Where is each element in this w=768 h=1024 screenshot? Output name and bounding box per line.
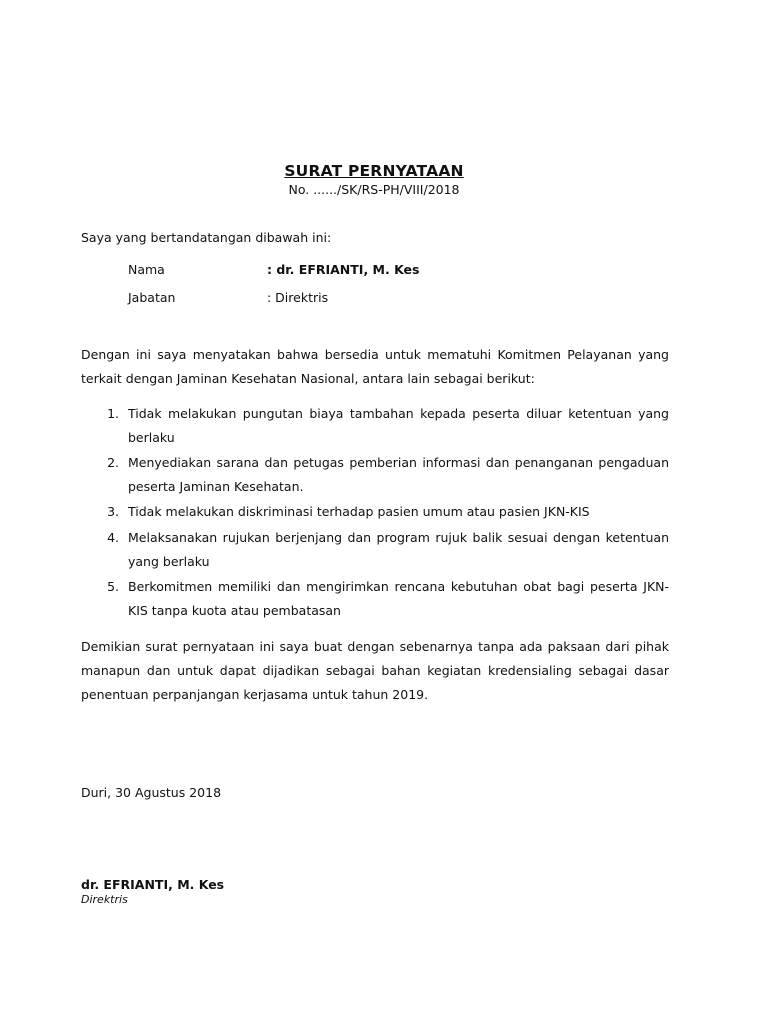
list-item-text: Tidak melakukan diskriminasi terhadap pasien umum atau pasien JKN-KIS <box>128 504 590 519</box>
list-item-number: 3. <box>107 504 119 519</box>
closing-paragraph: Demikian surat pernyataan ini saya buat dengan sebenarnya tanpa ada paksaan dari pihak manapun dan untuk dapat dijadikan sebagai bahan kegiatan kredensialing sebagai dasar penentuan perpanjangan kerjasama untuk tahun 2019. <box>81 639 669 702</box>
document-number: No. ....../SK/RS-PH/VIII/2018 <box>288 182 460 197</box>
name-label: Nama <box>128 262 165 277</box>
list-item-text: Berkomitmen memiliki dan mengirimkan rencana kebutuhan obat bagi peserta JKN-KIS tanpa kuota atau pembatasan <box>128 579 669 618</box>
list-item-number: 5. <box>107 579 119 594</box>
intro-text: Saya yang bertandatangan dibawah ini: <box>81 230 332 245</box>
signer-name: dr. EFRIANTI, M. Kes <box>81 877 225 892</box>
list-item <box>81 402 669 450</box>
list-item <box>81 575 669 623</box>
signer-title: Direktris <box>81 893 128 906</box>
list-item <box>81 526 669 574</box>
document-title: SURAT PERNYATAAN <box>284 162 464 180</box>
list-item <box>81 451 669 499</box>
list-item-text: Menyediakan sarana dan petugas pemberian informasi dan penanganan pengaduan peserta Jaminan Kesehatan. <box>128 455 669 494</box>
position-label: Jabatan <box>128 290 176 305</box>
list-item-number: 1. <box>107 406 119 421</box>
list-item-text: Tidak melakukan pungutan biaya tambahan kepada peserta diluar ketentuan yang berlaku <box>128 406 669 445</box>
commitment-list <box>81 402 669 624</box>
list-item-text: Melaksanakan rujukan berjenjang dan program rujuk balik sesuai dengan ketentuan yang berlaku <box>128 530 669 569</box>
place-date: Duri, 30 Agustus 2018 <box>81 785 222 800</box>
name-value: : dr. EFRIANTI, M. Kes <box>267 262 420 277</box>
list-item-number: 2. <box>107 455 119 470</box>
list-item <box>81 500 669 524</box>
statement-paragraph: Dengan ini saya menyatakan bahwa bersedia untuk mematuhi Komitmen Pelayanan yang terkait dengan Jaminan Kesehatan Nasional, antara lain sebagai berikut: <box>81 347 669 386</box>
position-value: : Direktris <box>267 290 329 305</box>
list-item-number: 4. <box>107 530 119 545</box>
